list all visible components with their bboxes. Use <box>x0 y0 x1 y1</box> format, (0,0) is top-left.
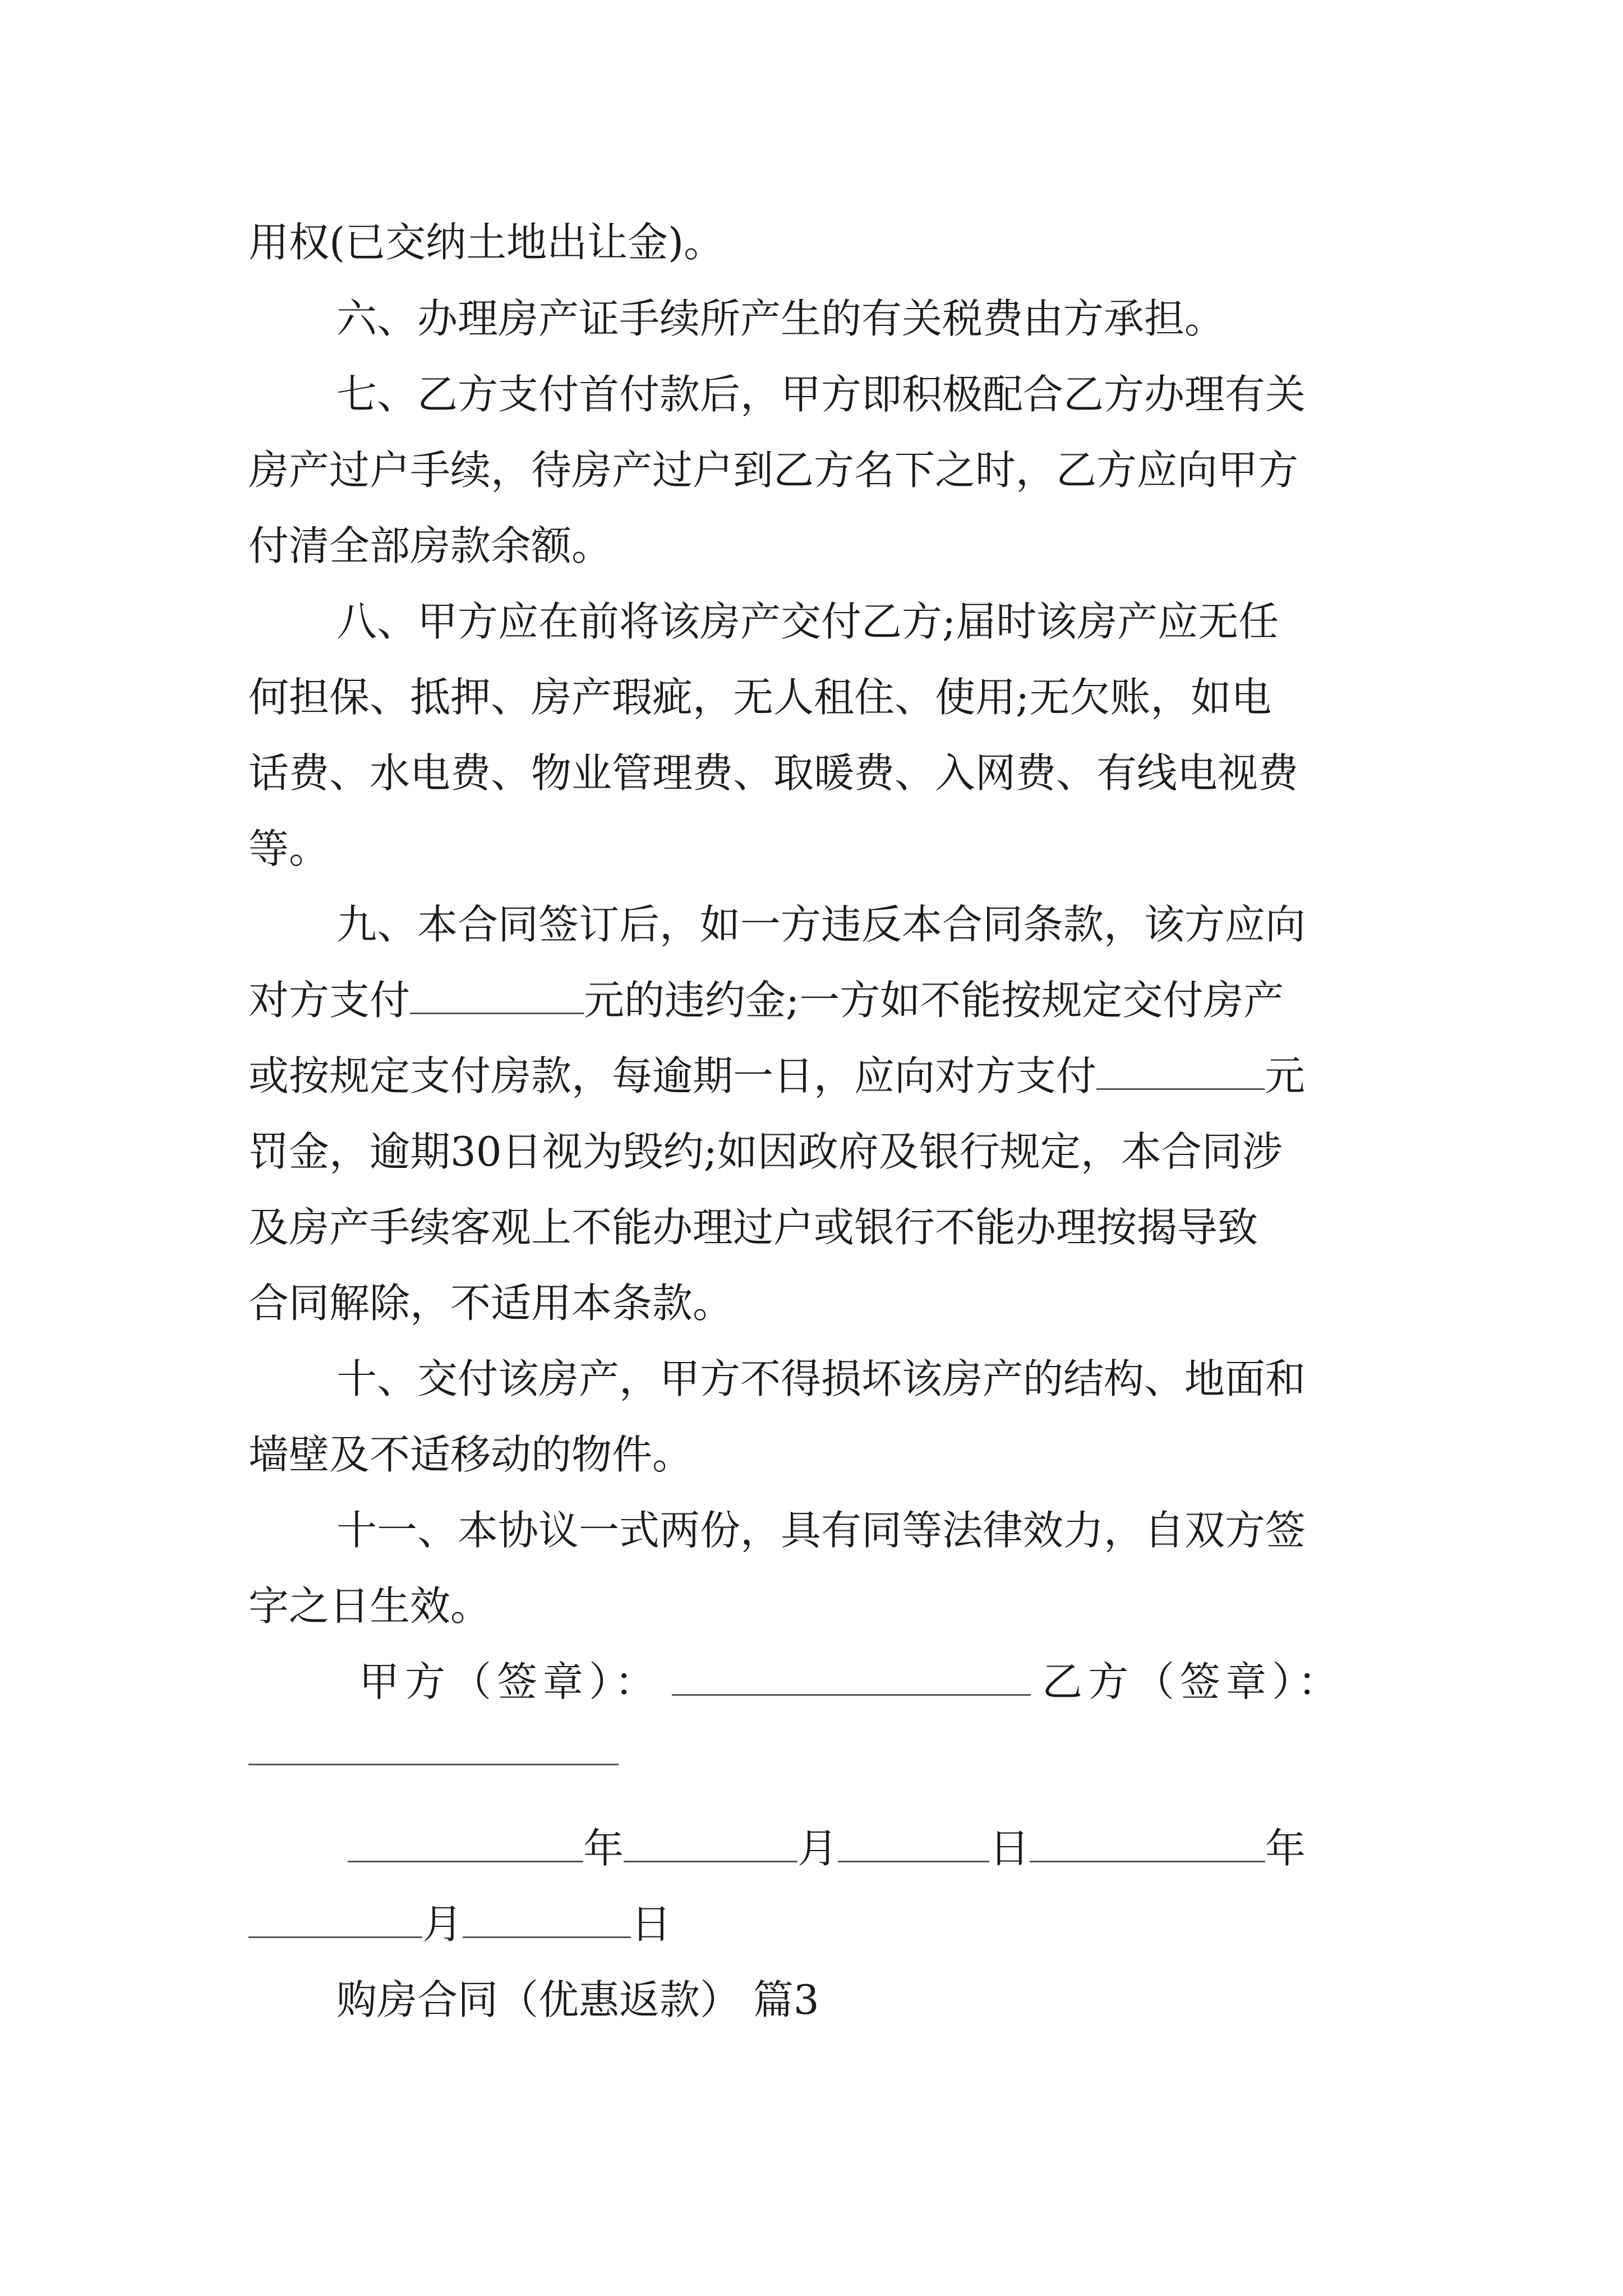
party-a-year-blank <box>348 1826 583 1862</box>
line-text: 合同解除，不适用本条款。 <box>248 1280 734 1327</box>
clause-9-line-1 <box>336 896 1387 953</box>
party-b-label: 乙方（签章）： <box>1042 1658 1344 1705</box>
clause-11-line-2 <box>248 1578 1387 1634</box>
signature-line <box>359 1654 1385 1710</box>
line-text: 元 <box>1265 1052 1306 1099</box>
clause-9-line-2 <box>248 972 1387 1028</box>
party-a-label: 甲方（签章）： <box>359 1658 661 1705</box>
party-b-month-blank <box>248 1902 422 1938</box>
clause-10-line-1 <box>336 1351 1387 1407</box>
month-label: 月 <box>422 1901 463 1948</box>
clause-7-line-2 <box>248 442 1387 498</box>
line-text: 等。 <box>248 825 330 872</box>
clause-6 <box>336 291 1387 347</box>
party-b-signature-blank <box>248 1764 619 1765</box>
line-text: 墙壁及不适移动的物件。 <box>248 1431 693 1478</box>
party-a-signature-blank <box>672 1659 1031 1696</box>
clause-9-line-6 <box>248 1275 1387 1331</box>
party-a-month-blank <box>624 1826 797 1862</box>
clause-8-line-3 <box>248 745 1387 801</box>
line-text: 及房产手续客观上不能办理过户或银行不能办理按揭导致 <box>248 1204 1258 1251</box>
line-text: 用权(已交纳土地出让金)。 <box>248 219 725 266</box>
line-text: 何担保、抵押、房产瑕疵，无人租住、使用;无欠账，如电 <box>248 674 1272 721</box>
day-label: 日 <box>631 1901 672 1948</box>
party-a-day-blank <box>838 1826 989 1862</box>
line-text: 话费、水电费、物业管理费、取暖费、入网费、有线电视费 <box>248 749 1299 797</box>
section-heading <box>336 1972 1475 2028</box>
line-text: 元的违约金;一方如不能按规定交付房产 <box>584 977 1284 1024</box>
blank-amount <box>410 978 584 1014</box>
party-b-year-blank <box>1030 1826 1265 1862</box>
line-text: 罚金，逾期30日视为毁约;如因政府及银行规定，本合同涉 <box>248 1128 1283 1175</box>
line-text: 八、甲方应在前将该房产交付乙方;届时该房产应无任 <box>336 598 1279 645</box>
clause-10-line-2 <box>248 1427 1387 1483</box>
clause-11-line-1 <box>336 1502 1387 1558</box>
clause-7-line-1 <box>336 366 1387 422</box>
year-label: 年 <box>583 1825 624 1872</box>
clause-9-line-4 <box>248 1124 1387 1180</box>
line-text: 房产过户手续，待房产过户到乙方名下之时，乙方应向甲方 <box>248 447 1299 494</box>
line-text: 付清全部房款余额。 <box>248 522 612 569</box>
date-line-2 <box>248 1896 1387 1952</box>
year-label: 年 <box>1265 1825 1306 1872</box>
line-text: 对方支付 <box>248 977 411 1024</box>
clause-8-line-4 <box>248 821 1387 877</box>
month-label: 月 <box>797 1825 838 1872</box>
line-text: 或按规定支付房款，每逾期一日，应向对方支付 <box>248 1052 1097 1099</box>
day-label: 日 <box>989 1825 1030 1872</box>
heading-text: 购房合同（优惠返款） 篇3 <box>336 1976 819 2023</box>
line-text: 十一、本协议一式两份，具有同等法律效力，自双方签 <box>336 1507 1306 1554</box>
clause-9-line-5 <box>248 1199 1387 1255</box>
line-text: 六、办理房产证手续所产生的有关税费由方承担。 <box>336 295 1225 342</box>
clause-8-line-1 <box>336 593 1387 650</box>
paragraph-line <box>248 214 1387 270</box>
party-b-day-blank <box>463 1902 631 1938</box>
clause-8-line-2 <box>248 669 1387 725</box>
line-text: 字之日生效。 <box>248 1582 491 1630</box>
blank-penalty <box>1096 1053 1265 1090</box>
line-text: 十、交付该房产，甲方不得损坏该房产的结构、地面和 <box>336 1355 1306 1402</box>
line-text: 七、乙方支付首付款后，甲方即积极配合乙方办理有关 <box>336 371 1306 418</box>
date-line <box>348 1820 1387 1876</box>
clause-9-line-3 <box>248 1048 1387 1104</box>
line-text: 九、本合同签订后，如一方违反本合同条款，该方应向 <box>336 901 1306 948</box>
clause-7-line-3 <box>248 518 1387 574</box>
